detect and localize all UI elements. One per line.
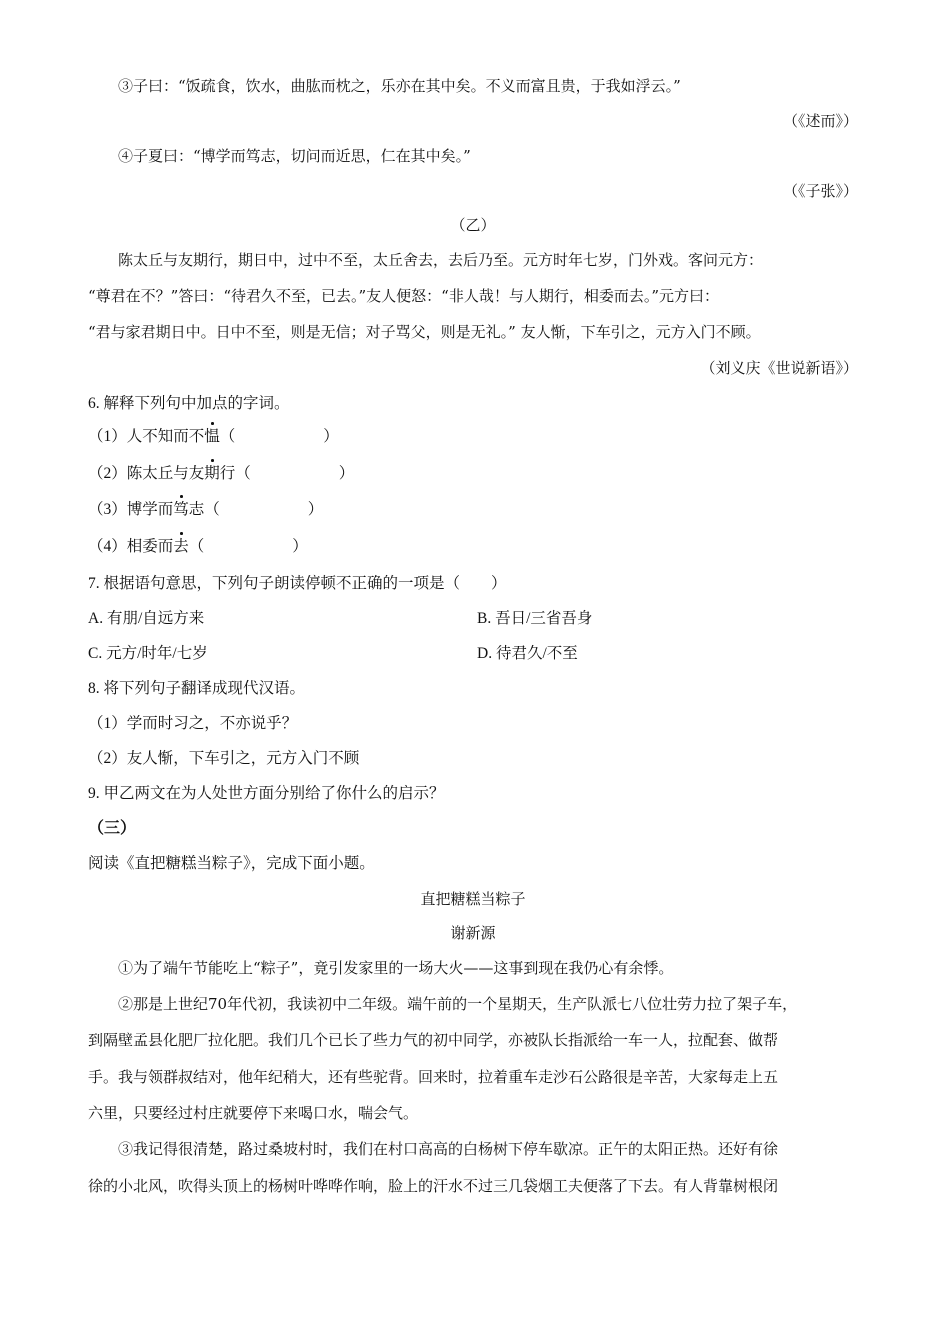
q7-option-b[interactable]: B. 吾日/三省吾身 <box>477 610 593 627</box>
q7-option-d[interactable]: D. 待君久/不至 <box>477 645 578 662</box>
q6-sub-1-close: ） <box>323 428 339 445</box>
q6-sub-1 <box>88 427 858 447</box>
yi-line-2: “尊君在不？”答曰：“待君久不至，已去。”友人便怒：“非人哉！与人期行，相委而去。”元方曰： <box>88 287 720 305</box>
yi-line-3: “君与家君期日中。日中不至，则是无信；对子骂父，则是无礼。” 友人惭，下车引之，元方入门不顾。 <box>88 323 761 341</box>
article-paragraph-3-line-1: ③我记得很清楚，路过桑坡村时，我们在村口高高的白杨树下停车歇凉。正午的太阳正热。还好有徐 <box>118 1140 779 1158</box>
q8-stem: 8. 将下列句子翻译成现代汉语。 <box>88 680 306 697</box>
q6-sub-3-close: ） <box>307 501 324 518</box>
q6-sub-2-open: 行（ <box>219 465 251 482</box>
article-title: 直把糖糕当粽子 <box>420 890 526 908</box>
q7-option-c[interactable]: C. 元方/时年/七岁 <box>88 645 208 662</box>
q6-sub-3 <box>88 500 858 520</box>
q6-sub-2-dotted-char: 期 <box>204 465 220 482</box>
q6-sub-4 <box>88 537 858 557</box>
q6-sub-1-text: （1）人不知而不 <box>88 428 205 445</box>
article-author: 谢新源 <box>450 924 496 942</box>
article-paragraph-2-line-4: 六里，只要经过村庄就要停下来喝口水，喘会气。 <box>88 1104 419 1122</box>
q6-sub-4-open: （ <box>188 538 205 555</box>
q6-sub-3-open: 志（ <box>188 501 220 518</box>
yi-heading: （乙） <box>450 216 496 234</box>
article-paragraph-1: ①为了端午节能吃上“粽子”，竟引发家里的一场大火——这事到现在我仍心有余悸。 <box>118 959 674 977</box>
q7-option-a[interactable]: A. 有朋/自远方来 <box>88 610 205 627</box>
jia-item-4: ④子夏曰：“博学而笃志，切问而近思，仁在其中矣。” <box>118 147 471 165</box>
q6-sub-4-close: ） <box>292 538 308 555</box>
yi-source: （刘义庆《世说新语》） <box>700 359 858 377</box>
q6-stem: 6. 解释下列句中加点的字词。 <box>88 395 290 412</box>
part3-heading: （三） <box>88 820 137 837</box>
q7-stem: 7. 根据语句意思，下列句子朗读停顿不正确的一项是（ ） <box>88 575 507 592</box>
q6-sub-4-text: （4）相委而 <box>88 538 174 555</box>
yi-line-1: 陈太丘与友期行，期日中，过中不至，太丘舍去，去后乃至。元方时年七岁，门外戏。客问元方： <box>118 251 764 269</box>
q8-sub-1: （1）学而时习之，不亦说乎？ <box>88 715 298 732</box>
q6-sub-3-text: （3）博学而 <box>88 501 174 518</box>
q6-sub-2-close: ） <box>338 465 355 482</box>
q6-sub-1-open: （ <box>219 428 236 445</box>
article-paragraph-2-line-1: ②那是上世纪70年代初，我读初中二年级。端午前的一个星期天，生产队派七八位壮劳力拉了架子车， <box>118 995 798 1013</box>
jia-item-3-source: （《述而》） <box>782 112 858 130</box>
q8-sub-2: （2）友人惭，下车引之，元方入门不顾 <box>88 750 360 767</box>
part3-instruction: 阅读《直把糖糕当粽子》，完成下面小题。 <box>88 855 375 872</box>
jia-item-4-source: （《子张》） <box>782 182 858 200</box>
q6-sub-4-dotted-char: 去 <box>173 538 189 555</box>
q9-stem: 9. 甲乙两文在为人处世方面分别给了你什么的启示？ <box>88 785 445 802</box>
q6-sub-3-dotted-char: 笃 <box>173 501 189 518</box>
article-paragraph-3-line-2: 徐的小北风，吹得头顶上的杨树叶哗哗作响，脸上的汗水不过三几袋烟工夫便落了下去。有人背靠树根闭 <box>88 1177 779 1195</box>
q6-sub-1-dotted-char: 愠 <box>204 428 220 445</box>
q6-sub-2 <box>88 464 858 484</box>
article-paragraph-2-line-2: 到隔壁孟县化肥厂拉化肥。我们几个已长了些力气的初中同学，亦被队长指派给一车一人，拉配套、做帮 <box>88 1031 779 1049</box>
article-paragraph-2-line-3: 手。我与领群叔结对，他年纪稍大，还有些驼背。回来时，拉着重车走沙石公路很是辛苦，大家每走上五 <box>88 1068 779 1086</box>
q6-sub-2-text: （2）陈太丘与友 <box>88 465 205 482</box>
jia-item-3: ③子曰：“饭疏食，饮水，曲肱而枕之，乐亦在其中矣。不义而富且贵，于我如浮云。” <box>118 77 681 95</box>
